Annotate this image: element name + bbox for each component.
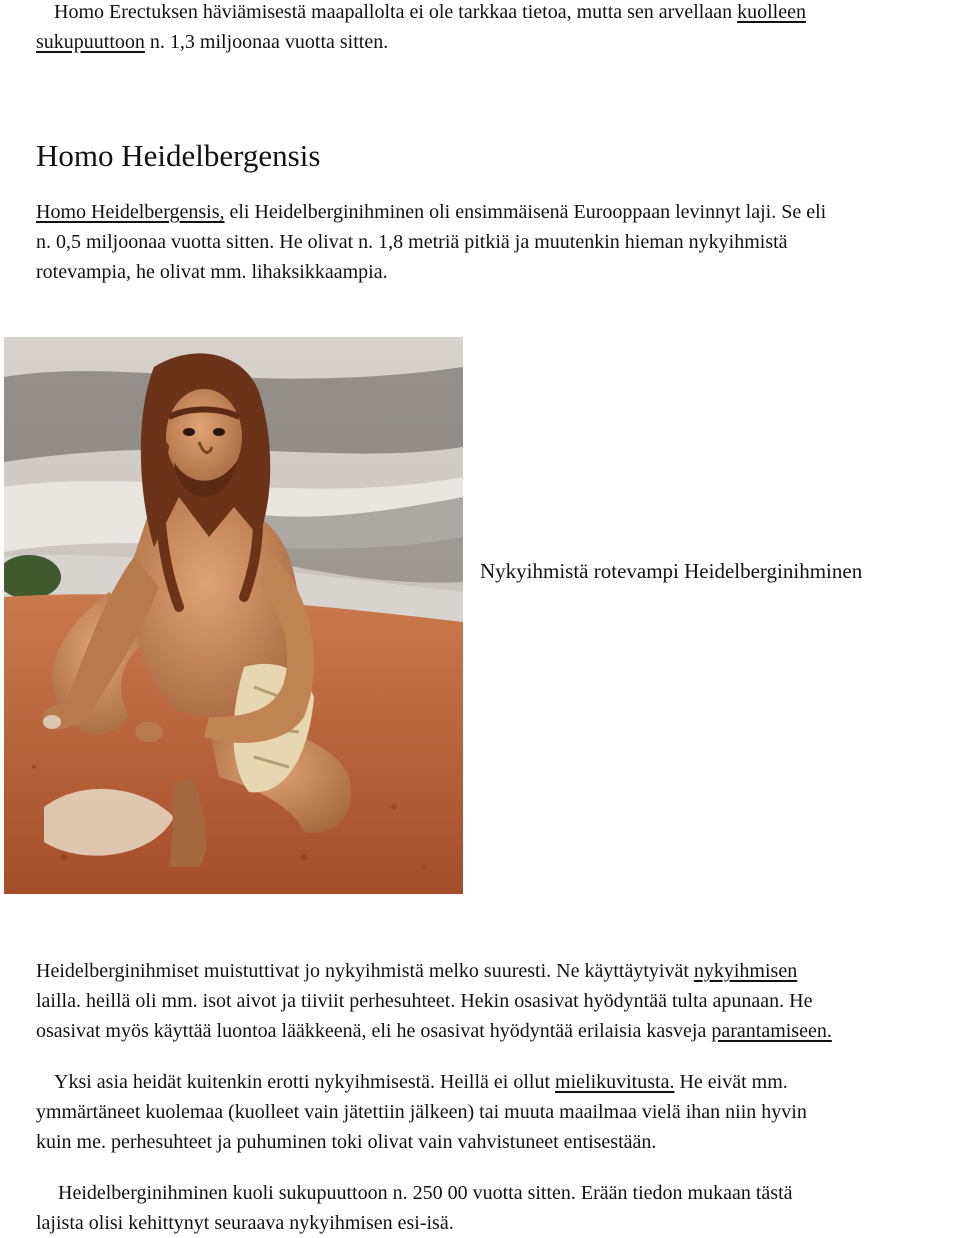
heidelberg-man-illustration: [4, 337, 463, 894]
link-nykyihmisen[interactable]: nykyihmisen: [693, 960, 798, 982]
p3-line-3: kuin me. perhesuhteet ja puhuminen toki olivat vain vahvistuneet entisestään.: [36, 1131, 657, 1153]
p2-line-1-text: Heidelberginihmiset muistuttivat jo nykyihmistä melko suuresti. Ne käyttäytyivät: [36, 960, 689, 982]
p3-line-1-rest: He eivät mm.: [674, 1071, 788, 1093]
link-homo-heidelbergensis[interactable]: Homo Heidelbergensis,: [36, 201, 225, 223]
p2-line-2: lailla. heillä oli mm. isot aivot ja tiiviit perhesuhteet. Hekin osasivat hyödyntää tulta apunaan. He: [36, 990, 813, 1012]
p4-line-2: lajista olisi kehittynyt seuraava nykyihmisen esi-isä.: [36, 1212, 454, 1234]
p2-line-1: [36, 956, 797, 986]
figure-caption: Nykyihmistä rotevampi Heidelberginihminen: [480, 559, 863, 583]
intro-line-1: [54, 0, 806, 27]
intro-text-2: n. 1,3 miljoonaa vuotta sitten.: [144, 31, 389, 53]
intro-line-2: [36, 27, 388, 57]
p1-line-1-rest: eli Heidelberginihminen oli ensimmäisenä Eurooppaan levinnyt laji. Se eli: [224, 201, 827, 223]
p2-line-3-text: osasivat myös käyttää luontoa lääkkeenä, eli he osasivat hyödyntää erilaisia kasveja: [36, 1020, 707, 1042]
p3-line-1: [54, 1067, 788, 1097]
p1-line-1: [36, 197, 826, 227]
p1-line-2: n. 0,5 miljoonaa vuotta sitten. He olivat n. 1,8 metriä pitkiä ja muutenkin hieman nykyihmistä: [36, 231, 788, 253]
p3-line-2: ymmärtäneet kuolemaa (kuolleet vain jätettiin jälkeen) tai muuta maailmaa vielä ihan niin hyvin: [36, 1101, 807, 1123]
p2-line-3: [36, 1016, 832, 1046]
p3-line-1-text: Yksi asia heidät kuitenkin erotti nykyihmisestä. Heillä ei ollut: [54, 1071, 551, 1093]
heidelberg-man-photo: [4, 337, 463, 894]
link-sukupuuttoon[interactable]: sukupuuttoon: [36, 31, 145, 53]
section-title: Homo Heidelbergensis: [36, 138, 321, 173]
link-parantamiseen[interactable]: parantamiseen.: [711, 1020, 832, 1042]
intro-text-1: Homo Erectuksen häviämisestä maapallolta ei ole tarkkaa tietoa, mutta sen arvellaan: [54, 1, 733, 23]
p4-line-1: Heidelberginihminen kuoli sukupuuttoon n. 250 00 vuotta sitten. Erään tiedon mukaan tästä: [58, 1182, 793, 1204]
link-mielikuvitusta[interactable]: mielikuvitusta.: [555, 1071, 675, 1093]
link-kuolleen[interactable]: kuolleen: [737, 1, 806, 23]
p1-line-3: rotevampia, he olivat mm. lihaksikkaampia.: [36, 261, 388, 283]
